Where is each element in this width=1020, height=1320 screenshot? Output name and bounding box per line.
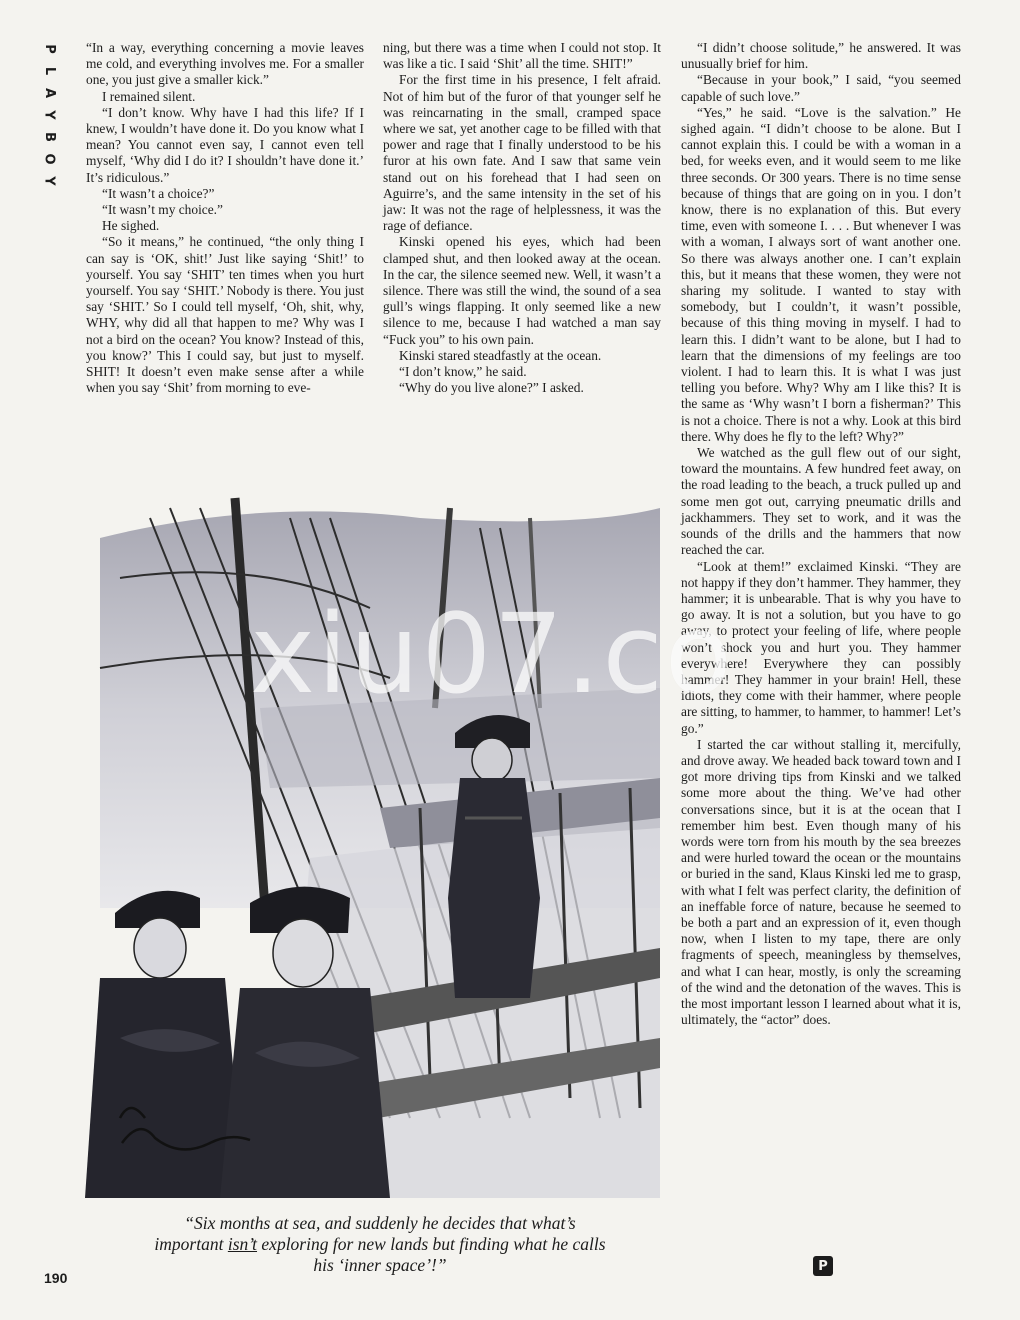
- article-paragraph: “Because in your book,” I said, “you seemed capable of such love.”: [681, 72, 961, 104]
- article-paragraph: “Why do you live alone?” I asked.: [399, 380, 584, 396]
- watermark-text: xiu07.co: [250, 590, 735, 718]
- article-paragraph: “It wasn’t my choice.”: [102, 202, 223, 218]
- end-mark-icon: P: [813, 1256, 833, 1276]
- masthead-letter: Y: [41, 176, 57, 186]
- caption-text-start: “Six months at sea, and suddenly he decides that what’s important: [154, 1213, 576, 1254]
- article-column-3: [681, 40, 961, 1028]
- article-column-2: [383, 40, 661, 396]
- magazine-masthead: [38, 38, 60, 192]
- article-paragraph: Kinski opened his eyes, which had been clamped shut, and then looked away at the ocean. In the car, the silence seemed new. Well, it wasn’t a silence. There was still the wind, the sound of a sea gull’s wings flapping. It only seemed like a new silence to me, because I had watched a man say “Fuck you” to his own pain.: [383, 234, 661, 347]
- article-paragraph: “Yes,” he said. “Love is the salvation.” He sighed again. “I didn’t choose to be alone. But I cannot explain this. I could be with a woman in a bed, for weeks even, and it would seem to me like three seconds. Or 300 years. There is no time sense because of things that are going on in you. I don’t know, there is no explanation of this. But every time, even with someone I. . . . But whenever I was with a woman, I always sort of want another one. So there was always another one. I can’t explain this, but it means that these women, they were not sharing my solitude. I wanted to stay with somebody, but I couldn’t, it wasn’t possible, because of this thing moving in myself. I had to learn this. I didn’t want to be alone, but I had to learn that the dimensions of my feelings are too violent. I had to learn this. It is what I was just telling you before. Why? Why am I like this? It is the same as ‘Why wasn’t I born a fisherman?’ This is not a choice. There is not a why. Look at this bird there. Why does he fly to the left? Why?”: [681, 104, 961, 444]
- masthead-letter: Y: [41, 110, 57, 120]
- cartoon-caption: [150, 1213, 610, 1276]
- article-paragraph: “I don’t know,” he said.: [399, 364, 527, 380]
- caption-text-end: exploring for new lands but finding what he calls his ‘inner space’!”: [257, 1234, 606, 1275]
- masthead-letter: P: [42, 44, 57, 54]
- article-paragraph: “So it means,” he continued, “the only thing I can say is ‘OK, shit!’ Just like saying ‘Shit!’ to yourself. You say ‘SHIT’ ten times when you hurt yourself. You say ‘SHIT.’ Nobody is there. You just say ‘SHIT.’ So I could tell myself, ‘Oh, shit, why, WHY, why did all that happen to me? Why was I not a bird on the ocean? You know? Instead of this, you know?’ This I could say, but just to myself. SHIT! It doesn’t even make sense after a while when you say ‘Shit’ from morning to eve-: [86, 234, 364, 396]
- page-number: 190: [44, 1270, 68, 1286]
- article-paragraph: We watched as the gull flew out of our sight, toward the mountains. A few hundred feet away, on the road leading to the beach, a truck pulled up and some men got out, carrying pneumatic drills and jackhammers. They set to work, and it was the sounds of the drills and the hammers that now reached the car.: [681, 445, 961, 558]
- article-paragraph: I started the car without stalling it, mercifully, and drove away. We headed back toward town and I got more driving tips from Kinski and we talked some more about the thing. We’ve had other conversations since, but it is at the ocean that I remember him best. Even though many of his words were torn from his mouth by the sea breezes and were hurled toward the ocean or the mountains or buried in the sand, Klaus Kinski led me to grasp, with what I felt was perfect clarity, the definition of an ineffable force of nature, because he seemed to be both a part and an expression of it, even though now, when I listen to my tape, there are only fragments of speech, meaningless by themselves, and what I can hear, mostly, is only the screaming of the wind and the detonation of the waves. This is the most important lesson I learned about what it is, ultimately, the “actor” does.: [681, 736, 961, 1028]
- article-paragraph: Kinski stared steadfastly at the ocean.: [399, 347, 602, 363]
- article-column-1: [86, 40, 364, 396]
- article-paragraph: For the first time in his presence, I felt afraid. Not of him but of the furor of that younger self he was reincarnating in the small, cramped space where we sat, yet another cage to be filled with that power and rage that I finally understood to be his furor at his own fate. And I saw that same vein stand out on his forehead that I had seen on Aguirre’s, and the same intensity in the set of his jaw: It was not the rage of helplessness, it was the rage of defiance.: [383, 72, 661, 234]
- cartoon-illustration: [60, 478, 660, 1198]
- article-paragraph: He sighed.: [102, 218, 160, 234]
- article-paragraph: I remained silent.: [102, 88, 196, 104]
- masthead-letter: O: [42, 153, 57, 165]
- article-paragraph: “I don’t know. Why have I had this life? If I knew, I wouldn’t have done it. Do you know what I mean? You cannot even say, I cannot even tell myself, ‘Why did I do it? I shouldn’t have done it.’ It’s ridiculous.”: [86, 104, 364, 185]
- caption-underlined-word: isn’t: [227, 1234, 258, 1254]
- article-paragraph: “I didn’t choose solitude,” he answered. It was unusually brief for him.: [681, 40, 961, 72]
- article-paragraph: “Look at them!” exclaimed Kinski. “They are not happy if they don’t hammer. They hammer, they hammer; it is unbearable. That is why you have to go away. It is not a solution, but you have to go away, to protect your feeling of life, where people won’t shock you and hurt you. They hammer everywhere! Everywhere they can possibly hammer! They hammer in your brain! Hell, these idiots, they come with their hammer, where people are sitting, to hammer, to hammer, to hammer! Let’s go.”: [681, 558, 961, 736]
- masthead-letter: B: [41, 132, 57, 142]
- article-paragraph: “It wasn’t a choice?”: [102, 185, 215, 201]
- masthead-letter: L: [41, 66, 57, 76]
- article-paragraph: ning, but there was a time when I could not stop. It was like a tic. I said ‘Shit’ all the time. SHIT!”: [383, 40, 661, 72]
- article-paragraph: “In a way, everything concerning a movie leaves me cold, and everything involves me. For a smaller one, you just give a smaller kick.”: [86, 40, 364, 88]
- masthead-letter: A: [42, 87, 57, 99]
